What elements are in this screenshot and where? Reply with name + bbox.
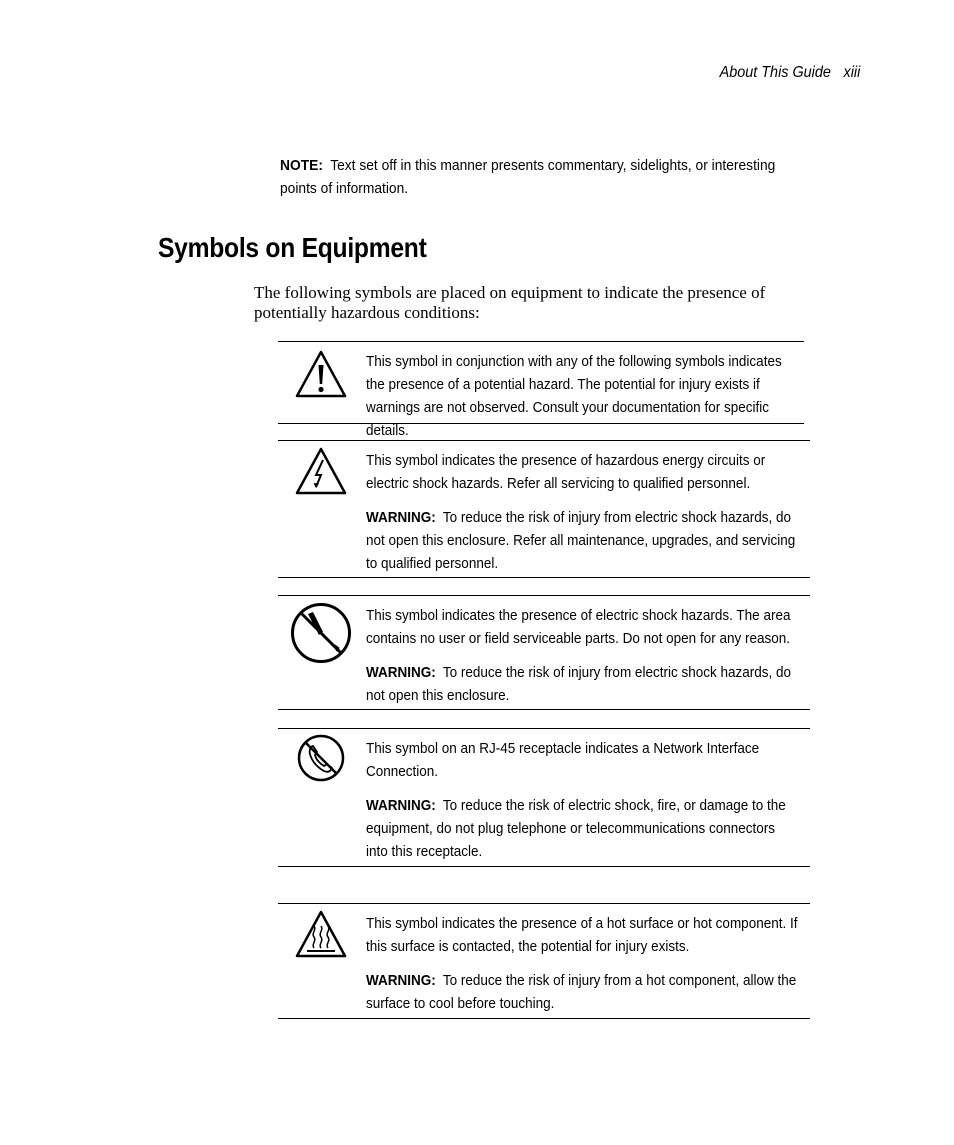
header-section-title: About This Guide [719, 64, 831, 81]
symbol-row-hot-surface [278, 903, 810, 1019]
electric-shock-icon [294, 445, 348, 499]
symbol-text [366, 737, 798, 863]
note-label: NOTE: [280, 157, 323, 174]
symbol-row-electric-shock [278, 440, 810, 578]
warning-paragraph [366, 969, 798, 1015]
no-user-service-icon [290, 602, 352, 664]
symbol-row-general-warning [278, 341, 804, 439]
running-header [719, 64, 860, 82]
warning-paragraph [366, 661, 798, 707]
warning-label: WARNING: [366, 972, 436, 989]
note-text: Text set off in this manner presents commentary, sidelights, or interesting points of information. [280, 157, 776, 197]
symbol-description: This symbol indicates the presence of a hot surface or hot component. If this surface is contacted, the potential for injury exists. [366, 915, 798, 955]
warning-label: WARNING: [366, 664, 436, 681]
warning-paragraph [366, 506, 798, 575]
warning-text: To reduce the risk of injury from electric shock hazards, do not open this enclosure. Refer all maintenance, upgrades, and servicing to qualified personnel. [366, 509, 796, 572]
warning-label: WARNING: [366, 509, 436, 526]
warning-text: To reduce the risk of injury from a hot component, allow the surface to cool before touching. [366, 972, 797, 1012]
symbol-text [366, 350, 798, 442]
symbol-row-network-interface [278, 728, 810, 867]
symbol-text [366, 604, 798, 707]
page-number: xiii [843, 64, 860, 81]
no-telephone-icon [296, 733, 346, 783]
warning-label: WARNING: [366, 797, 436, 814]
symbol-description: This symbol in conjunction with any of the following symbols indicates the presence of a potential hazard. The potential for injury exists if warnings are not observed. Consult your documentation for specific details. [366, 353, 782, 439]
warning-text: To reduce the risk of electric shock, fire, or damage to the equipment, do not plug telephone or telecommunications connectors into this receptacle. [366, 797, 786, 860]
symbol-row-no-user-service [278, 595, 810, 710]
warning-text: To reduce the risk of injury from electric shock hazards, do not open this enclosure. [366, 664, 792, 704]
warning-paragraph [366, 794, 798, 863]
hot-surface-icon [294, 908, 348, 962]
symbol-text [366, 449, 798, 575]
symbol-description: This symbol indicates the presence of hazardous energy circuits or electric shock hazards. Refer all servicing to qualified personnel. [366, 452, 766, 492]
symbol-text [366, 912, 798, 1015]
warning-triangle-icon [294, 348, 348, 402]
symbol-description: This symbol indicates the presence of electric shock hazards. The area contains no user or field serviceable parts. Do not open for any reason. [366, 607, 791, 647]
section-heading: Symbols on Equipment [158, 232, 427, 263]
note-block [280, 154, 777, 200]
symbol-description: This symbol on an RJ-45 receptacle indicates a Network Interface Connection. [366, 740, 760, 780]
intro-paragraph: The following symbols are placed on equipment to indicate the presence of potentially hazardous conditions: [254, 283, 766, 322]
